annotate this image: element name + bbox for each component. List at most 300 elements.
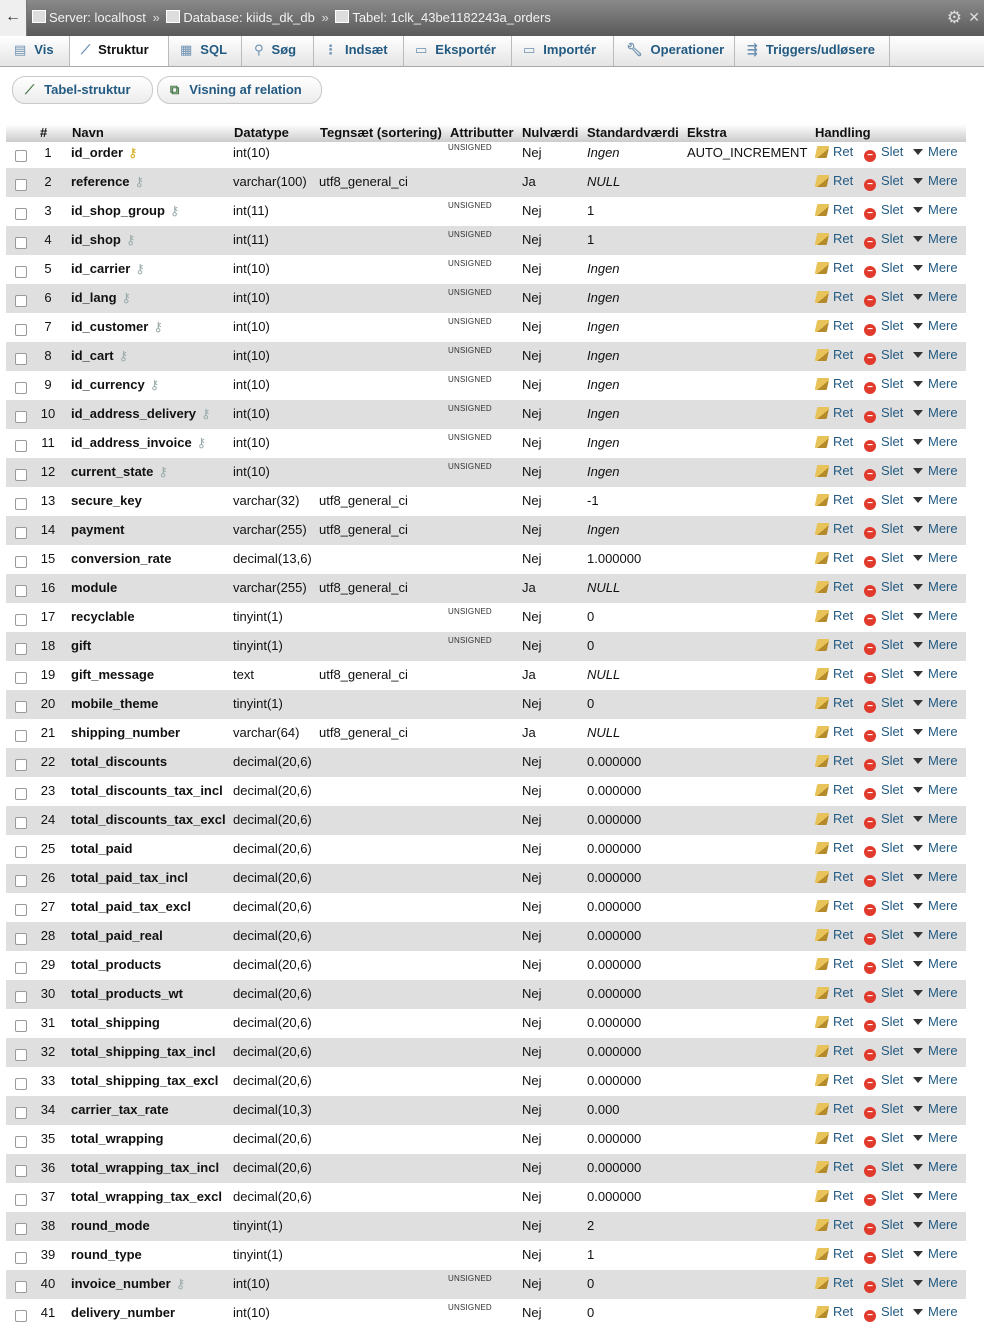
relation-view-button[interactable]: ⧉ Visning af relation: [157, 76, 322, 104]
delete-button[interactable]: − Slet: [864, 956, 903, 974]
more-dropdown[interactable]: Mere: [913, 1275, 958, 1290]
field-default: 1: [587, 1247, 595, 1262]
back-arrow-icon[interactable]: ←: [0, 0, 27, 36]
pencil-icon: [815, 1103, 830, 1115]
field-collation: utf8_general_ci: [319, 522, 408, 537]
edit-button[interactable]: Ret: [816, 1246, 853, 1261]
field-name[interactable]: reference ⚷: [71, 174, 145, 189]
delete-icon: −: [864, 614, 876, 626]
delete-button[interactable]: − Slet: [864, 550, 903, 568]
delete-button[interactable]: − Slet: [864, 202, 903, 220]
row-number: 11: [41, 435, 55, 450]
edit-button[interactable]: Ret: [816, 695, 853, 710]
edit-button[interactable]: Ret: [816, 376, 853, 391]
field-name[interactable]: total_wrapping: [71, 1131, 164, 1146]
field-name[interactable]: id_address_delivery ⚷: [71, 406, 211, 421]
delete-icon: −: [864, 1020, 876, 1032]
field-default: 0.000000: [587, 754, 642, 769]
delete-button[interactable]: − Slet: [864, 1130, 903, 1148]
more-dropdown[interactable]: Mere: [913, 724, 958, 739]
edit-button[interactable]: Ret: [816, 1275, 853, 1290]
field-name[interactable]: total_products_wt: [71, 986, 183, 1001]
edit-button[interactable]: Ret: [816, 521, 853, 536]
delete-button[interactable]: − Slet: [864, 985, 903, 1003]
edit-button[interactable]: Ret: [816, 1304, 853, 1319]
field-type: decimal(20,6): [233, 754, 312, 769]
field-name[interactable]: total_shipping: [71, 1015, 160, 1030]
edit-button[interactable]: Ret: [816, 1217, 853, 1232]
field-attribute: UNSIGNED: [448, 346, 492, 355]
edit-button[interactable]: Ret: [816, 347, 853, 362]
more-dropdown[interactable]: Mere: [913, 898, 958, 913]
close-icon[interactable]: ✕: [968, 9, 980, 25]
delete-button[interactable]: − Slet: [864, 521, 903, 539]
delete-button[interactable]: − Slet: [864, 1217, 903, 1235]
edit-button[interactable]: Ret: [816, 782, 853, 797]
field-name[interactable]: total_shipping_tax_incl: [71, 1044, 216, 1059]
col-extra[interactable]: Ekstra: [687, 125, 727, 140]
edit-button[interactable]: Ret: [816, 144, 853, 159]
field-null: Nej: [522, 435, 542, 450]
table-row: [6, 458, 966, 487]
delete-icon: −: [864, 1078, 876, 1090]
col-null[interactable]: Nulværdi: [522, 125, 579, 140]
col-attributes[interactable]: Attributter: [450, 125, 514, 140]
gear-icon[interactable]: ⚙: [946, 8, 962, 27]
sql-icon: ▦: [180, 42, 193, 57]
pencil-icon: [815, 1190, 830, 1202]
more-dropdown[interactable]: Mere: [913, 1188, 958, 1203]
chevron-down-icon: [913, 149, 923, 155]
table-row: [6, 632, 966, 661]
chevron-down-icon: [913, 1135, 923, 1141]
edit-button[interactable]: Ret: [816, 550, 853, 565]
field-type: decimal(20,6): [233, 783, 312, 798]
more-dropdown[interactable]: Mere: [913, 260, 958, 275]
delete-button[interactable]: − Slet: [864, 144, 903, 162]
edit-button[interactable]: Ret: [816, 666, 853, 681]
field-type: varchar(64): [233, 725, 300, 740]
chevron-down-icon: [913, 439, 923, 445]
edit-button[interactable]: Ret: [816, 1188, 853, 1203]
more-dropdown[interactable]: Mere: [913, 1246, 958, 1261]
delete-button[interactable]: − Slet: [864, 608, 903, 626]
edit-button[interactable]: Ret: [816, 1130, 853, 1145]
field-name[interactable]: secure_key: [71, 493, 142, 508]
delete-button[interactable]: − Slet: [864, 637, 903, 655]
field-type: tinyint(1): [233, 696, 283, 711]
table-row: [6, 1212, 966, 1241]
more-dropdown[interactable]: Mere: [913, 1217, 958, 1232]
table-row: [6, 400, 966, 429]
table-row: [6, 429, 966, 458]
edit-button[interactable]: Ret: [816, 492, 853, 507]
field-attribute: UNSIGNED: [448, 607, 492, 616]
more-dropdown[interactable]: Mere: [913, 231, 958, 246]
more-dropdown[interactable]: Mere: [913, 608, 958, 623]
chevron-down-icon: [913, 294, 923, 300]
edit-button[interactable]: Ret: [816, 753, 853, 768]
pencil-icon: [815, 175, 830, 187]
delete-button[interactable]: − Slet: [864, 840, 903, 858]
edit-button[interactable]: Ret: [816, 927, 853, 942]
field-type: decimal(20,6): [233, 841, 312, 856]
field-name[interactable]: id_carrier ⚷: [71, 261, 145, 276]
field-null: Nej: [522, 1247, 542, 1262]
edit-button[interactable]: Ret: [816, 840, 853, 855]
more-dropdown[interactable]: Mere: [913, 492, 958, 507]
delete-button[interactable]: − Slet: [864, 1043, 903, 1061]
edit-button[interactable]: Ret: [816, 956, 853, 971]
table-row: [6, 922, 966, 951]
delete-button[interactable]: − Slet: [864, 1246, 903, 1264]
more-dropdown[interactable]: Mere: [913, 521, 958, 536]
more-dropdown[interactable]: Mere: [913, 956, 958, 971]
field-name[interactable]: id_customer ⚷: [71, 319, 163, 334]
edit-button[interactable]: Ret: [816, 463, 853, 478]
structure-icon: ⟋: [25, 82, 35, 97]
field-type: tinyint(1): [233, 1218, 283, 1233]
delete-icon: −: [864, 1136, 876, 1148]
tab-vis[interactable]: ▤ Vis: [0, 36, 70, 66]
pencil-icon: [815, 320, 830, 332]
more-dropdown[interactable]: Mere: [913, 927, 958, 942]
more-dropdown[interactable]: Mere: [913, 579, 958, 594]
delete-button[interactable]: − Slet: [864, 463, 903, 481]
delete-icon: −: [864, 788, 876, 800]
delete-button[interactable]: − Slet: [864, 318, 903, 336]
field-type: decimal(10,3): [233, 1102, 312, 1117]
more-dropdown[interactable]: Mere: [913, 869, 958, 884]
field-name[interactable]: mobile_theme: [71, 696, 159, 711]
field-null: Nej: [522, 812, 542, 827]
field-null: Nej: [522, 348, 542, 363]
field-default: Ingen: [587, 319, 620, 334]
col-number: #: [40, 125, 48, 140]
field-null: Nej: [522, 493, 542, 508]
edit-button[interactable]: Ret: [816, 811, 853, 826]
pencil-icon: [815, 1248, 830, 1260]
field-null: Nej: [522, 406, 542, 421]
pencil-icon: [815, 291, 830, 303]
edit-button[interactable]: Ret: [816, 898, 853, 913]
breadcrumb-table[interactable]: Tabel: 1clk_43be1182243a_orders: [352, 10, 551, 25]
delete-button[interactable]: − Slet: [864, 1304, 903, 1322]
edit-button[interactable]: Ret: [816, 1159, 853, 1174]
more-dropdown[interactable]: Mere: [913, 463, 958, 478]
index-key-icon: ⚷: [196, 435, 207, 450]
field-name[interactable]: total_products: [71, 957, 162, 972]
field-default: 0.000000: [587, 928, 642, 943]
field-name[interactable]: gift: [71, 638, 92, 653]
more-dropdown[interactable]: Mere: [913, 1130, 958, 1145]
field-name[interactable]: current_state ⚷: [71, 464, 168, 479]
field-null: Nej: [522, 290, 542, 305]
server-icon: [32, 10, 46, 23]
more-dropdown[interactable]: Mere: [913, 1101, 958, 1116]
more-dropdown[interactable]: Mere: [913, 1159, 958, 1174]
delete-button[interactable]: − Slet: [864, 1275, 903, 1293]
field-null: Ja: [522, 667, 536, 682]
delete-button[interactable]: − Slet: [864, 695, 903, 713]
field-default: 0: [587, 696, 595, 711]
tab-eksporter[interactable]: ▭ Eksportér: [404, 36, 512, 66]
field-name[interactable]: recyclable: [71, 609, 135, 624]
edit-button[interactable]: Ret: [816, 202, 853, 217]
more-dropdown[interactable]: Mere: [913, 695, 958, 710]
field-name[interactable]: total_discounts: [71, 754, 168, 769]
chevron-down-icon: [913, 845, 923, 851]
edit-button[interactable]: Ret: [816, 608, 853, 623]
field-name[interactable]: id_shop_group ⚷: [71, 203, 180, 218]
edit-button[interactable]: Ret: [816, 637, 853, 652]
field-name[interactable]: total_wrapping_tax_excl: [71, 1189, 222, 1204]
field-default: Ingen: [587, 261, 620, 276]
chevron-down-icon: [913, 207, 923, 213]
row-number: 25: [40, 841, 56, 856]
field-type: int(11): [233, 203, 269, 218]
more-dropdown[interactable]: Mere: [913, 1014, 958, 1029]
more-dropdown[interactable]: Mere: [913, 1043, 958, 1058]
more-dropdown[interactable]: Mere: [913, 202, 958, 217]
field-type: int(10): [233, 464, 270, 479]
delete-button[interactable]: − Slet: [864, 1014, 903, 1032]
field-type: int(10): [233, 435, 270, 450]
field-name[interactable]: total_discounts_tax_incl: [71, 783, 223, 798]
pencil-icon: [815, 900, 830, 912]
chevron-down-icon: [913, 265, 923, 271]
field-name[interactable]: payment: [71, 522, 125, 537]
field-name[interactable]: total_discounts_tax_excl: [71, 812, 226, 827]
more-dropdown[interactable]: Mere: [913, 985, 958, 1000]
more-dropdown[interactable]: Mere: [913, 318, 958, 333]
chevron-down-icon: [913, 729, 923, 735]
tab-triggers[interactable]: ⇶ Triggers/udløsere: [735, 36, 890, 66]
field-type: decimal(20,6): [233, 1073, 312, 1088]
row-number: 31: [40, 1015, 56, 1030]
pencil-icon: [815, 1016, 830, 1028]
row-number: 17: [40, 609, 56, 624]
field-type: text: [233, 667, 254, 682]
delete-button[interactable]: − Slet: [864, 724, 903, 742]
pencil-icon: [815, 755, 830, 767]
delete-icon: −: [864, 875, 876, 887]
field-name[interactable]: shipping_number: [71, 725, 181, 740]
delete-button[interactable]: − Slet: [864, 1072, 903, 1090]
delete-button[interactable]: − Slet: [864, 782, 903, 800]
field-name[interactable]: total_wrapping_tax_incl: [71, 1160, 220, 1175]
edit-button[interactable]: Ret: [816, 1014, 853, 1029]
more-dropdown[interactable]: Mere: [913, 289, 958, 304]
more-dropdown[interactable]: Mere: [913, 550, 958, 565]
delete-button[interactable]: − Slet: [864, 492, 903, 510]
col-name[interactable]: Navn: [72, 125, 104, 140]
delete-icon: −: [864, 1194, 876, 1206]
field-name[interactable]: module: [71, 580, 118, 595]
breadcrumb-database[interactable]: Database: kiids_dk_db: [183, 10, 315, 25]
table-row: [6, 226, 966, 255]
more-dropdown[interactable]: Mere: [913, 347, 958, 362]
edit-button[interactable]: Ret: [816, 318, 853, 333]
chevron-down-icon: [913, 526, 923, 532]
row-number: 35: [40, 1131, 56, 1146]
edit-button[interactable]: Ret: [816, 724, 853, 739]
edit-button[interactable]: Ret: [816, 173, 853, 188]
row-number: 4: [44, 232, 52, 247]
delete-button[interactable]: − Slet: [864, 1188, 903, 1206]
delete-button[interactable]: − Slet: [864, 666, 903, 684]
more-dropdown[interactable]: Mere: [913, 434, 958, 449]
more-dropdown[interactable]: Mere: [913, 144, 958, 159]
field-collation: utf8_general_ci: [319, 493, 408, 508]
chevron-down-icon: [913, 1106, 923, 1112]
field-default: Ingen: [587, 348, 620, 363]
field-name[interactable]: round_type: [71, 1247, 142, 1262]
chevron-down-icon: [913, 932, 923, 938]
col-collation[interactable]: Tegnsæt (sortering): [320, 125, 442, 140]
field-default: Ingen: [587, 377, 620, 392]
edit-button[interactable]: Ret: [816, 1043, 853, 1058]
delete-button[interactable]: − Slet: [864, 1101, 903, 1119]
field-name[interactable]: total_paid_real: [71, 928, 163, 943]
field-name[interactable]: id_currency ⚷: [71, 377, 160, 392]
row-number: 3: [44, 203, 52, 218]
field-name[interactable]: carrier_tax_rate: [71, 1102, 169, 1117]
field-default: 0: [587, 638, 595, 653]
tab-struktur[interactable]: ⟋ Struktur: [70, 36, 169, 66]
tab-importer[interactable]: ▭ Importér: [512, 36, 614, 66]
more-dropdown[interactable]: Mere: [913, 811, 958, 826]
delete-button[interactable]: − Slet: [864, 1159, 903, 1177]
field-name[interactable]: total_paid_tax_excl: [71, 899, 191, 914]
more-dropdown[interactable]: Mere: [913, 753, 958, 768]
field-type: decimal(20,6): [233, 812, 312, 827]
col-datatype[interactable]: Datatype: [234, 125, 289, 140]
more-dropdown[interactable]: Mere: [913, 173, 958, 188]
field-default: NULL: [587, 725, 621, 740]
delete-button[interactable]: − Slet: [864, 260, 903, 278]
edit-button[interactable]: Ret: [816, 1072, 853, 1087]
edit-button[interactable]: Ret: [816, 434, 853, 449]
edit-button[interactable]: Ret: [816, 260, 853, 275]
field-name[interactable]: id_shop ⚷: [71, 232, 136, 247]
delete-icon: −: [864, 556, 876, 568]
delete-button[interactable]: − Slet: [864, 927, 903, 945]
field-name[interactable]: invoice_number ⚷: [71, 1276, 186, 1291]
tab-operationer[interactable]: 🔧︎ Operationer: [614, 36, 735, 66]
field-name[interactable]: id_cart ⚷: [71, 348, 129, 363]
edit-button[interactable]: Ret: [816, 289, 853, 304]
field-null: Nej: [522, 1218, 542, 1233]
more-dropdown[interactable]: Mere: [913, 1072, 958, 1087]
field-type: int(10): [233, 145, 270, 160]
row-number: 5: [44, 261, 52, 276]
field-name[interactable]: total_shipping_tax_excl: [71, 1073, 219, 1088]
delete-button[interactable]: − Slet: [864, 753, 903, 771]
delete-button[interactable]: − Slet: [864, 869, 903, 887]
field-type: int(10): [233, 377, 270, 392]
row-number: 29: [40, 957, 56, 972]
tab-sql[interactable]: ▦ SQL: [169, 36, 242, 66]
field-default: Ingen: [587, 522, 620, 537]
more-dropdown[interactable]: Mere: [913, 1304, 958, 1319]
more-dropdown[interactable]: Mere: [913, 840, 958, 855]
field-name[interactable]: conversion_rate: [71, 551, 172, 566]
field-name[interactable]: id_lang ⚷: [71, 290, 132, 305]
delete-icon: −: [864, 672, 876, 684]
tab-soeg[interactable]: ⚲ Søg: [242, 36, 314, 66]
delete-button[interactable]: − Slet: [864, 376, 903, 394]
delete-icon: −: [864, 1310, 876, 1322]
field-default: Ingen: [587, 145, 620, 160]
delete-button[interactable]: − Slet: [864, 173, 903, 191]
field-name[interactable]: round_mode: [71, 1218, 150, 1233]
field-name[interactable]: total_paid: [71, 841, 133, 856]
pencil-icon: [815, 1161, 830, 1173]
delete-icon: −: [864, 643, 876, 655]
delete-button[interactable]: − Slet: [864, 231, 903, 249]
field-name[interactable]: total_paid_tax_incl: [71, 870, 189, 885]
field-null: Nej: [522, 319, 542, 334]
edit-button[interactable]: Ret: [816, 985, 853, 1000]
delete-icon: −: [864, 353, 876, 365]
chevron-down-icon: [913, 642, 923, 648]
field-name[interactable]: id_order ⚷: [71, 145, 138, 160]
breadcrumb-server[interactable]: Server: localhost: [49, 10, 146, 25]
wrench-icon: 🔧︎: [626, 42, 643, 57]
row-number: 23: [40, 783, 56, 798]
edit-button[interactable]: Ret: [816, 405, 853, 420]
more-dropdown[interactable]: Mere: [913, 782, 958, 797]
edit-button[interactable]: Ret: [816, 869, 853, 884]
chevron-down-icon: [913, 816, 923, 822]
field-default: 1: [587, 232, 595, 247]
chevron-down-icon: [913, 410, 923, 416]
col-default[interactable]: Standardværdi: [587, 125, 679, 140]
table-row: [6, 603, 966, 632]
field-null: Nej: [522, 841, 542, 856]
delete-icon: −: [864, 1252, 876, 1264]
delete-button[interactable]: − Slet: [864, 579, 903, 597]
edit-button[interactable]: Ret: [816, 579, 853, 594]
delete-button[interactable]: − Slet: [864, 405, 903, 423]
edit-button[interactable]: Ret: [816, 231, 853, 246]
delete-button[interactable]: − Slet: [864, 434, 903, 452]
more-dropdown[interactable]: Mere: [913, 405, 958, 420]
delete-icon: −: [864, 1107, 876, 1119]
row-number: 8: [44, 348, 52, 363]
field-type: decimal(13,6): [233, 551, 312, 566]
more-dropdown[interactable]: Mere: [913, 666, 958, 681]
delete-button[interactable]: − Slet: [864, 289, 903, 307]
delete-icon: −: [864, 585, 876, 597]
table-row: [6, 980, 966, 1009]
row-number: 16: [40, 580, 56, 595]
field-name[interactable]: id_address_invoice ⚷: [71, 435, 207, 450]
delete-button[interactable]: − Slet: [864, 898, 903, 916]
more-dropdown[interactable]: Mere: [913, 637, 958, 652]
delete-icon: −: [864, 179, 876, 191]
field-name[interactable]: gift_message: [71, 667, 155, 682]
tab-indsaet[interactable]: ⋮ Indsæt: [314, 36, 404, 66]
more-dropdown[interactable]: Mere: [913, 376, 958, 391]
delete-button[interactable]: − Slet: [864, 347, 903, 365]
delete-button[interactable]: − Slet: [864, 811, 903, 829]
edit-button[interactable]: Ret: [816, 1101, 853, 1116]
table-structure-button[interactable]: ⟋ Tabel-struktur: [12, 76, 153, 104]
field-name[interactable]: delivery_number: [71, 1305, 176, 1320]
breadcrumb-bar: [0, 0, 984, 36]
